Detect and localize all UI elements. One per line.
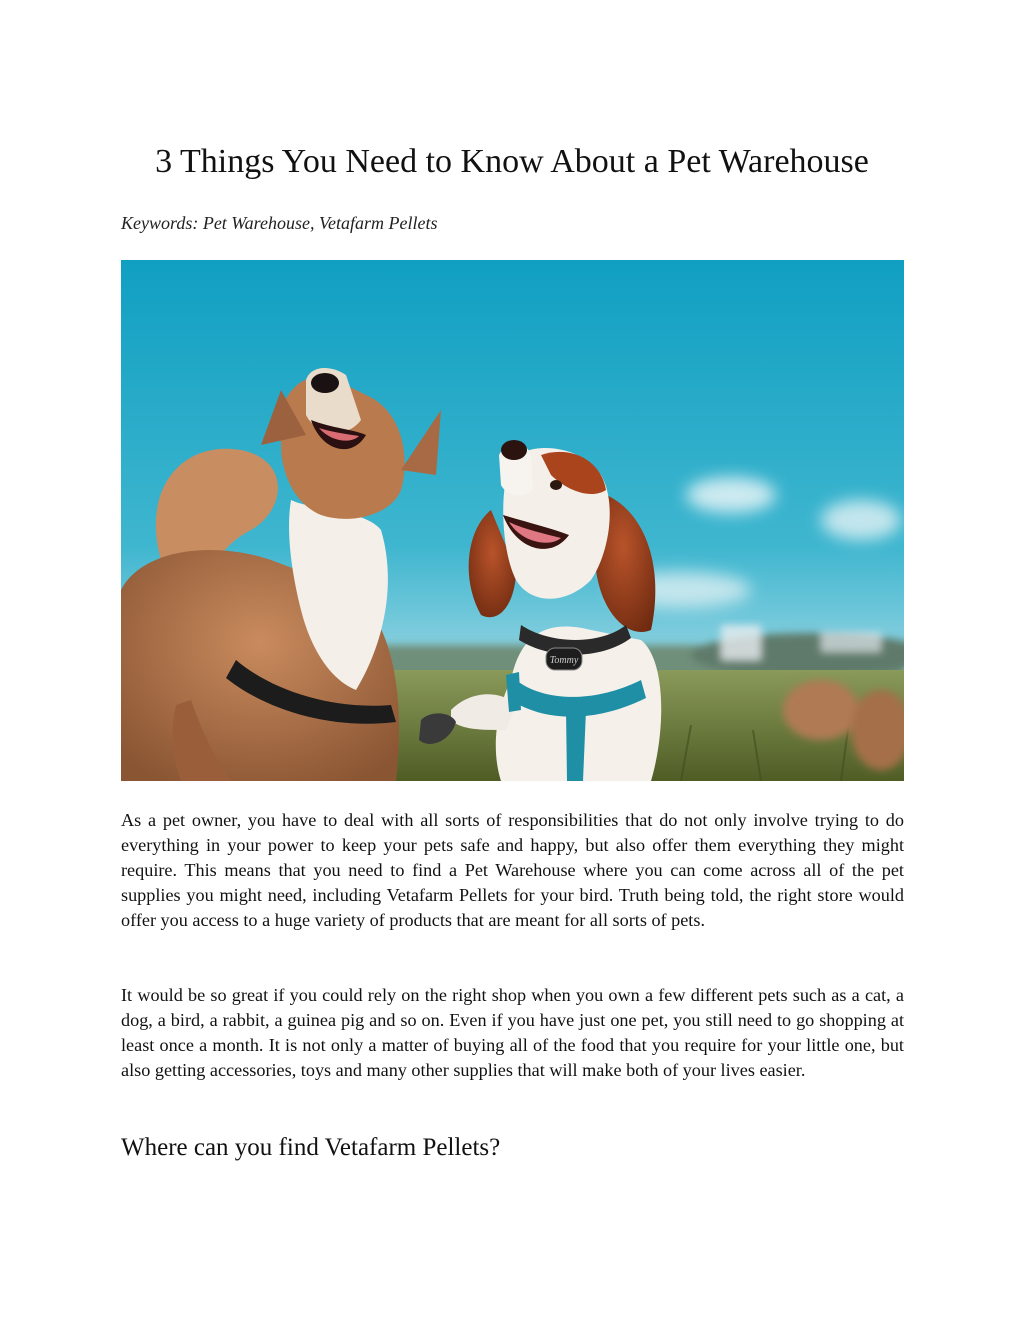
dog-tag-text: Tommy [549, 655, 579, 666]
keywords-line: Keywords: Pet Warehouse, Vetafarm Pellets [121, 213, 438, 233]
dogs-photo [121, 260, 904, 781]
dogs-illustration [121, 260, 904, 781]
section-heading: Where can you find Vetafarm Pellets? [121, 1134, 501, 1161]
document-title: 3 Things You Need to Know About a Pet Warehouse [155, 143, 869, 180]
body-paragraph-2: It would be so great if you could rely on the right shop when you own a few different pets such as a cat, a dog, a bird, a rabbit, a guinea pig and so on. Even if you have just one pet, you still need to go shopping at least once a month. It is not only a matter of buying all of the food that you require for your little one, but also getting accessories, toys and many other supplies that will make both of your lives easier. [121, 985, 904, 1080]
body-paragraph-1: As a pet owner, you have to deal with all sorts of responsibilities that do not only involve trying to do everything in your power to keep your pets safe and happy, but also offer them everything they might require. This means that you need to find a Pet Warehouse where you can come across all of the pet supplies you might need, including Vetafarm Pellets for your bird. Truth being told, the right store would offer you access to a huge variety of products that are meant for all sorts of pets. [121, 810, 904, 930]
